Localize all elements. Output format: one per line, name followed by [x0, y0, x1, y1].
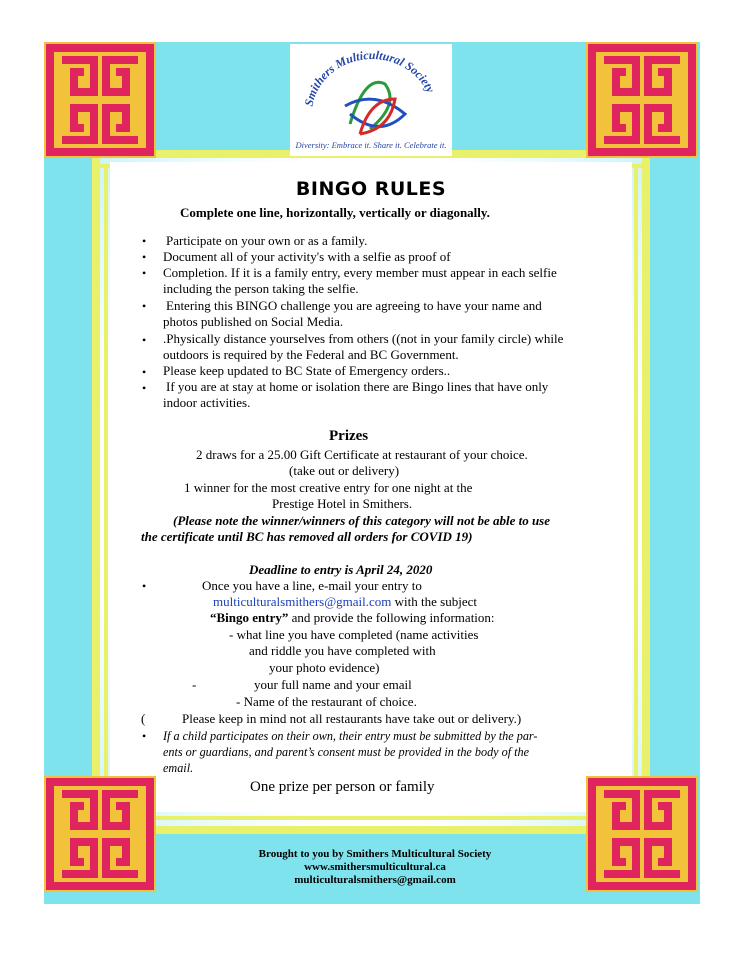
rule-4-cont: photos published on Social Media. [163, 314, 344, 329]
entry-line-4: - what line you have completed (name activities [229, 627, 479, 642]
logo-org-name: Smithers Multicultural Society [301, 47, 438, 108]
footer-website-link[interactable]: www.smithersmulticultural.ca [304, 861, 446, 873]
bullet: • [142, 234, 147, 248]
footer-email-link[interactable]: multiculturalsmithers@gmail.com [294, 874, 456, 886]
prize-line-4: Prestige Hotel in Smithers. [272, 496, 413, 511]
rule-5-cont: outdoors is required by the Federal and BC Government. [163, 347, 459, 362]
right-band-outer [642, 150, 650, 834]
rule-6: Please keep updated to BC State of Emergency orders.. [163, 363, 451, 378]
entry-line-6: your photo evidence) [269, 660, 380, 675]
contact-email-link[interactable]: multiculturalsmithers@gmail.com [213, 594, 392, 609]
right-band-inner [634, 164, 638, 820]
top-left-maze-ornament [44, 42, 156, 158]
footer [180, 848, 570, 887]
bullet: • [142, 266, 147, 280]
entry-line-3 [210, 610, 495, 626]
child-note-2: ents or guardians, and parent’s consent must be provided in the body of the [163, 745, 530, 759]
bottom-left-maze-ornament [44, 776, 156, 892]
prize-line-3: 1 winner for the most creative entry for one night at the [184, 480, 473, 495]
rule-2: Document all of your activity's with a selfie as proof of [163, 249, 451, 264]
entry-paren: ( [141, 711, 146, 726]
prize-line-1: 2 draws for a 25.00 Gift Certificate at restaurant of your choice. [196, 447, 528, 462]
bullet: • [142, 381, 147, 395]
entry-dash: - [192, 677, 197, 692]
bullet: • [142, 579, 147, 593]
entry-line-7: your full name and your email [254, 677, 412, 692]
rule-5: .Physically distance yourselves from others ((not in your family circle) while [163, 331, 564, 346]
entry-line-5: and riddle you have completed with [249, 643, 436, 658]
page-title: BINGO RULES [295, 178, 447, 200]
one-prize-note: One prize per person or family [250, 779, 435, 795]
rule-1: Participate on your own or as a family. [166, 233, 368, 248]
prize-line-2: (take out or delivery) [289, 463, 400, 478]
rule-3: Completion. If it is a family entry, every member must appear in each selfie [163, 265, 557, 280]
entry-line-3-suffix: and provide the following information: [291, 610, 495, 625]
society-logo [290, 44, 452, 156]
bullet: • [142, 299, 147, 313]
child-note-3: email. [163, 761, 194, 775]
rule-3-cont: including the person taking the selfie. [163, 281, 359, 296]
left-band-outer [92, 150, 100, 834]
bullet: • [142, 250, 147, 264]
bottom-band-outer [92, 826, 650, 834]
prize-note-2: the certificate until BC has removed all orders for COVID 19) [141, 529, 473, 544]
bottom-band-inner [100, 816, 642, 820]
footer-credit: Brought to you by Smithers Multicultural Society [258, 848, 492, 860]
entry-line-9: Please keep in mind not all restaurants have take out or delivery.) [182, 711, 522, 726]
entry-line-1: Once you have a line, e-mail your entry to [202, 578, 422, 593]
top-right-maze-ornament [586, 42, 698, 158]
bullet: • [142, 333, 147, 347]
bullet: • [142, 365, 147, 379]
child-note-1: If a child participates on their own, their entry must be submitted by the par- [163, 729, 538, 743]
bullet: • [142, 729, 147, 743]
entry-line-2 [213, 594, 477, 610]
subtitle: Complete one line, horizontally, vertically or diagonally. [180, 205, 490, 220]
rule-4: Entering this BINGO challenge you are agreeing to have your name and [166, 298, 542, 313]
entry-line-2-suffix: with the subject [394, 594, 477, 609]
prizes-heading: Prizes [329, 428, 369, 444]
bottom-right-maze-ornament [586, 776, 698, 892]
rule-7-cont: indoor activities. [163, 395, 251, 410]
left-band-inner [104, 164, 108, 820]
prize-note-1: (Please note the winner/winners of this category will not be able to use [173, 513, 551, 528]
logo-emblem-icon [290, 44, 452, 156]
rule-7: If you are at stay at home or isolation there are Bingo lines that have only [166, 379, 549, 394]
deadline: Deadline to entry is April 24, 2020 [249, 562, 433, 577]
logo-tagline: Diversity: Embrace it. Share it. Celebrate it. [295, 140, 447, 150]
entry-line-8: - Name of the restaurant of choice. [236, 694, 417, 709]
email-subject: “Bingo entry” [210, 610, 289, 625]
